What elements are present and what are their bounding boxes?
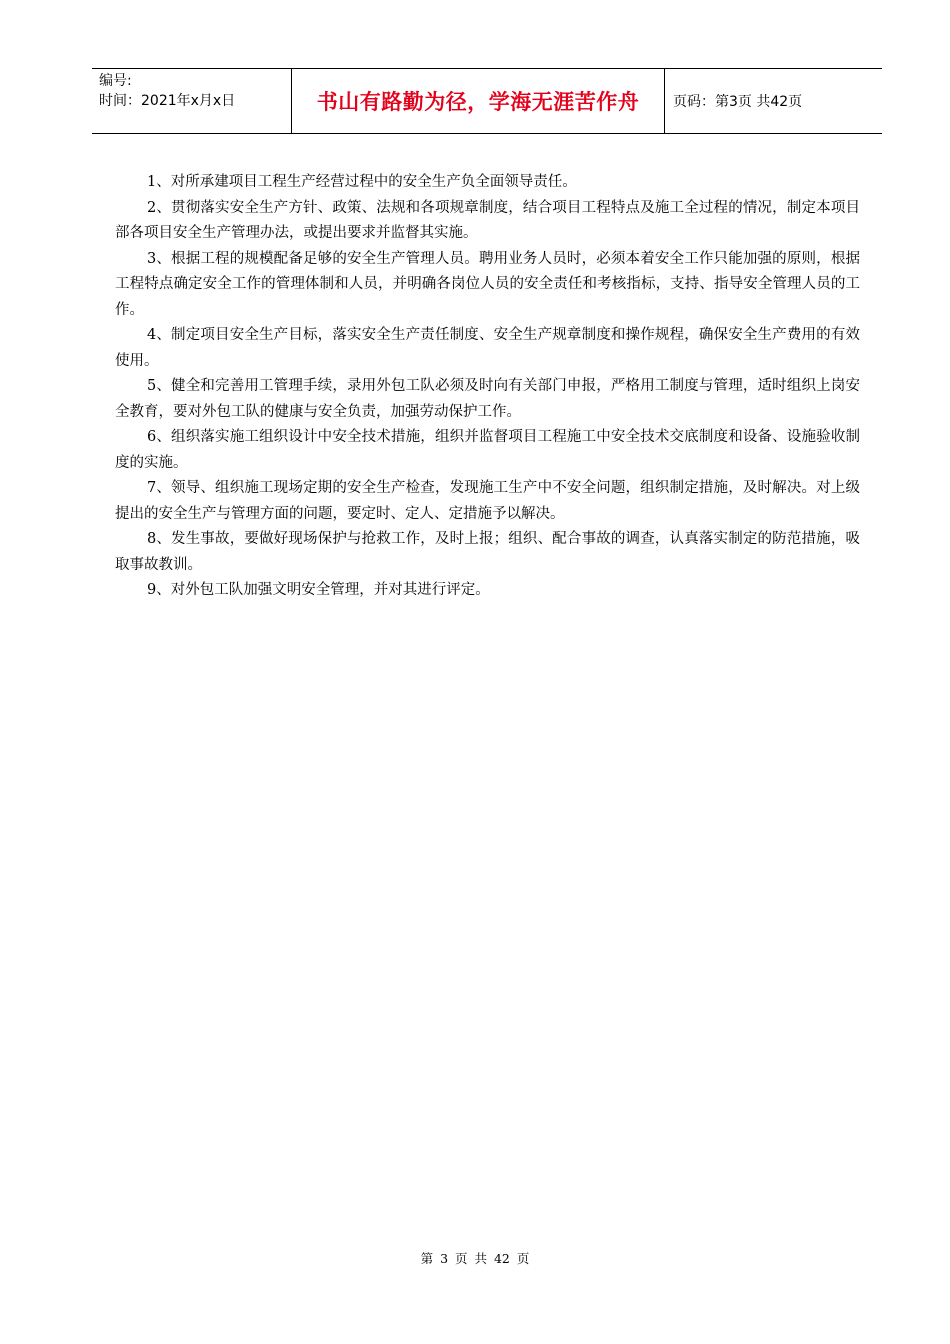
paragraph: 1、对所承建项目工程生产经营过程中的安全生产负全面领导责任。 (147, 174, 577, 190)
paragraph: 6、组织落实施工组织设计中安全技术措施，组织并监督项目工程施工中安全技术交底制度和设备、设施验收制度的实施。 (115, 429, 860, 471)
number-label: 编号: (99, 73, 132, 89)
paragraph: 7、领导、组织施工现场定期的安全生产检查，发现施工生产中不安全问题，组织制定措施，及时解决。对上级提出的安全生产与管理方面的问题，要定时、定人、定措施予以解决。 (115, 480, 860, 522)
paragraph: 2、贯彻落实安全生产方针、政策、法规和各项规章制度，结合项目工程特点及施工全过程的情况，制定本项目部各项目安全生产管理办法，或提出要求并监督其实施。 (115, 199, 860, 241)
paragraph: 4、制定项目安全生产目标，落实安全生产责任制度、安全生产规章制度和操作规程，确保安全生产费用的有效使用。 (115, 327, 860, 369)
paragraph: 9、对外包工队加强文明安全管理，并对其进行评定。 (147, 582, 490, 598)
paragraph: 5、健全和完善用工管理手续，录用外包工队必须及时向有关部门申报，严格用工制度与管理，适时组织上岗安全教育，要对外包工队的健康与安全负责，加强劳动保护工作。 (115, 378, 860, 420)
time-label: 时间：2021年x月x日 (99, 93, 236, 109)
paragraph: 3、根据工程的规模配备足够的安全生产管理人员。聘用业务人员时，必须本着安全工作只能加强的原则，根据工程特点确定安全工作的管理体制和人员，并明确各岗位人员的安全责任和考核指标，支持、指导安全管理人员的工作。 (115, 250, 860, 318)
paragraph: 8、发生事故，要做好现场保护与抢救工作，及时上报；组织、配合事故的调查，认真落实制定的防范措施，吸取事故教训。 (115, 531, 860, 573)
page-header (92, 68, 882, 134)
page-info: 页码：第3页 共42页 (673, 94, 803, 110)
motto: 书山有路勤为径，学海无涯苦作舟 (316, 89, 640, 114)
header-motto-cell (292, 69, 665, 133)
document-body (115, 170, 860, 604)
header-page-info-cell (665, 69, 882, 133)
footer-page-number: 第 3 页 共 42 页 (420, 1251, 530, 1266)
page-footer (0, 1249, 950, 1267)
header-meta (92, 69, 292, 133)
